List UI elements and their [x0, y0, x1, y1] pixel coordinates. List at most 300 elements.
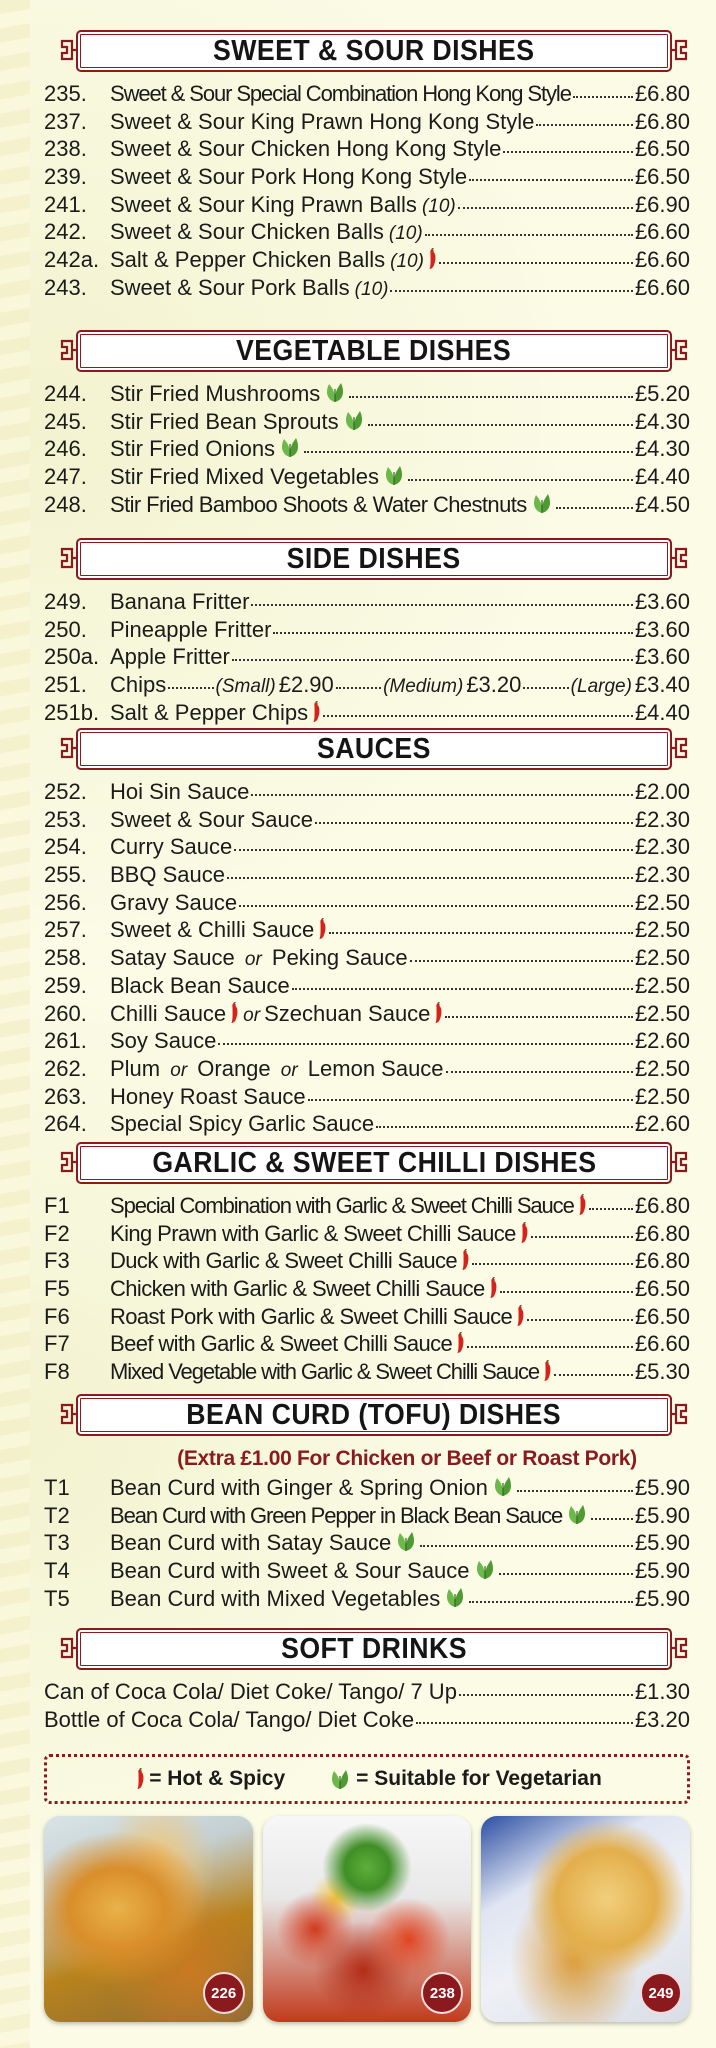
- item-name: [110, 80, 571, 108]
- item-list: [44, 1192, 690, 1386]
- item-name-part: Plum: [110, 1055, 167, 1081]
- chili-icon: [519, 1222, 529, 1244]
- item-name-text: Can of Coca Cola/ Diet Coke/ Tango/ 7 Up: [44, 1679, 457, 1704]
- item-name-text: Sweet & Sour Chicken Balls: [110, 219, 384, 245]
- section-header: [58, 1392, 690, 1438]
- menu-item: [44, 1220, 690, 1248]
- item-price: £4.40: [634, 699, 690, 725]
- item-name: [110, 916, 327, 944]
- item-number: 262.: [44, 1055, 87, 1081]
- item-price: £3.60: [634, 644, 690, 670]
- size-price: [216, 671, 334, 701]
- item-name-text: Stir Fried Mushrooms: [110, 381, 321, 406]
- leaf-icon: [342, 408, 366, 432]
- item-price: £6.60: [634, 219, 690, 245]
- item-name-text: Stir Fried Bean Sprouts: [110, 408, 339, 434]
- item-name: [110, 463, 406, 491]
- menu-item: [44, 889, 690, 917]
- item-name-text: Salt & Pepper Chicken Balls: [110, 247, 386, 273]
- item-name-text: BBQ Sauce: [110, 862, 225, 888]
- item-name: [110, 1055, 444, 1085]
- item-price: £6.50: [634, 1276, 690, 1302]
- menu-item: [44, 1706, 690, 1734]
- item-name-text: Hoi Sin Sauce: [110, 779, 250, 804]
- item-name: [110, 778, 249, 806]
- ornament-knot-icon: [672, 1635, 690, 1661]
- item-name: [110, 833, 232, 861]
- item-name: [110, 1220, 529, 1248]
- chili-icon: [460, 1249, 470, 1271]
- menu-section: [44, 1626, 690, 1733]
- menu-item: [44, 1585, 690, 1613]
- leader-dots: [503, 151, 633, 153]
- item-number: 247.: [44, 464, 87, 490]
- item-name-text: Gravy Sauce: [110, 889, 238, 915]
- item-number: 258.: [44, 945, 87, 971]
- leaf-icon: [565, 1502, 589, 1526]
- item-list: [44, 588, 690, 726]
- item-name-text: Special Combination with Garlic & Sweet Chilli Sauce: [110, 1193, 574, 1218]
- item-name: [110, 274, 388, 304]
- legend-hot: [132, 1767, 285, 1791]
- leader-dots: [445, 1016, 633, 1018]
- leader-dots: [234, 849, 633, 851]
- menu-item: [44, 699, 690, 727]
- menu-item: [44, 1055, 690, 1083]
- menu-item: [44, 972, 690, 1000]
- item-name-text: Bean Curd with Ginger & Spring Onion: [110, 1475, 488, 1500]
- leader-dots: [232, 659, 633, 661]
- menu-item: [44, 246, 690, 274]
- leader-dots: [390, 290, 632, 292]
- item-name: [110, 163, 467, 191]
- item-name: [110, 806, 313, 834]
- item-price: £6.60: [634, 274, 690, 300]
- leader-dots: [469, 179, 633, 181]
- item-name: [110, 1474, 515, 1502]
- item-name-text: Stir Fried Mixed Vegetables: [110, 464, 380, 490]
- menu-item: [44, 806, 690, 834]
- item-name-text: Soy Sauce: [110, 1028, 217, 1054]
- item-number: F2: [44, 1220, 70, 1246]
- chili-icon: [433, 1002, 443, 1024]
- item-list: [44, 80, 690, 302]
- menu-item: [44, 274, 690, 302]
- leader-dots: [472, 1263, 633, 1265]
- item-price: £2.00: [634, 779, 690, 804]
- ornament-knot-icon: [58, 1149, 76, 1175]
- leader-dots: [556, 507, 633, 509]
- item-name-text: Bean Curd with Green Pepper in Black Bean Sauce: [110, 1502, 563, 1528]
- item-price: £2.50: [634, 917, 690, 943]
- item-name-text: Stir Fried Onions: [110, 436, 276, 462]
- item-name-text: Sweet & Sour Pork Balls: [110, 274, 350, 300]
- section-title: VEGETABLE DISHES: [236, 334, 512, 367]
- item-price: £1.30: [634, 1679, 690, 1704]
- item-name: [110, 1502, 589, 1530]
- menu-section: [44, 536, 690, 726]
- menu-section: [44, 328, 690, 518]
- item-price: £5.20: [634, 381, 690, 406]
- item-number: F3: [44, 1248, 70, 1274]
- leader-dots: [589, 1208, 633, 1210]
- item-name: [110, 191, 456, 221]
- item-number: 238.: [44, 136, 87, 162]
- leader-dots: [458, 207, 633, 209]
- item-name-text: Sweet & Sour King Prawn Hong Kong Style: [110, 108, 535, 134]
- leader-dots: [239, 905, 633, 907]
- item-number: 239.: [44, 164, 87, 190]
- chili-icon: [455, 1332, 465, 1354]
- section-title: SWEET & SOUR DISHES: [213, 34, 535, 67]
- photo-dish-number-badge: 249: [640, 1972, 682, 2014]
- item-name-text: Sweet & Chilli Sauce: [110, 917, 315, 943]
- item-name: [110, 944, 408, 974]
- legend-hot-label: = Hot & Spicy: [149, 1767, 286, 1790]
- item-name-text: Sweet & Sour Pork Hong Kong Style: [110, 164, 468, 190]
- ornament-knot-icon: [672, 1149, 690, 1175]
- chili-icon: [542, 1360, 552, 1382]
- item-number: 264.: [44, 1111, 87, 1137]
- item-number: 235.: [44, 81, 87, 106]
- leaf-icon: [323, 380, 347, 404]
- menu-section: [44, 1140, 690, 1386]
- item-price: £6.60: [634, 1331, 690, 1357]
- item-price: £5.90: [634, 1530, 690, 1556]
- item-number: 250.: [44, 616, 87, 642]
- leader-dots: [527, 1319, 633, 1321]
- item-price: £4.30: [634, 436, 690, 462]
- item-price: £2.60: [634, 1028, 690, 1054]
- item-number: 250a.: [44, 644, 100, 670]
- leader-dots: [410, 960, 633, 962]
- item-name-text: Sweet & Sour Sauce: [110, 806, 314, 832]
- menu-item: [44, 1083, 690, 1111]
- leader-dots: [376, 1126, 633, 1128]
- leader-dots: [336, 687, 381, 689]
- menu-item: [44, 218, 690, 246]
- item-price: £2.50: [634, 1083, 690, 1109]
- section-header: [58, 536, 690, 582]
- food-photo-2: [263, 1816, 472, 2022]
- item-price: £3.20: [634, 1706, 690, 1732]
- item-number: 256.: [44, 889, 87, 915]
- item-name-text: Bean Curd with Mixed Vegetables: [110, 1585, 441, 1611]
- leader-dots: [329, 932, 633, 934]
- leader-dots: [499, 1573, 633, 1575]
- item-name: [110, 380, 347, 408]
- section-title: SOFT DRINKS: [281, 1632, 467, 1665]
- chili-icon: [311, 701, 321, 723]
- photo-dish-number-badge: 226: [203, 1972, 245, 2014]
- ornament-knot-icon: [672, 735, 690, 761]
- item-name-text: Mixed Vegetable with Garlic & Sweet Chilli Sauce: [110, 1359, 539, 1385]
- section-header: [58, 726, 690, 772]
- item-number: 245.: [44, 408, 87, 434]
- item-number: 252.: [44, 779, 87, 804]
- leader-dots: [323, 715, 633, 717]
- item-price: £6.80: [634, 1220, 690, 1246]
- item-name-or: or: [243, 1004, 261, 1026]
- ornament-knot-icon: [58, 545, 76, 571]
- section-header-box: [76, 538, 672, 580]
- ornament-knot-icon: [672, 1401, 690, 1427]
- item-name: [110, 671, 166, 699]
- section-title: SIDE DISHES: [286, 542, 462, 575]
- item-name: [110, 1247, 470, 1275]
- leader-dots: [425, 234, 633, 236]
- section-title: SAUCES: [317, 732, 431, 765]
- item-price: £5.90: [634, 1585, 690, 1611]
- item-name: [110, 218, 423, 248]
- menu-item: [44, 588, 690, 616]
- section-note: (Extra £1.00 For Chicken or Beef or Roast Pork): [177, 1447, 637, 1470]
- item-name: [110, 135, 501, 163]
- ornament-knot-icon: [672, 37, 690, 63]
- item-name-text: Banana Fritter: [110, 589, 250, 614]
- item-price: £2.50: [634, 972, 690, 998]
- menu-item: [44, 191, 690, 219]
- item-number: T4: [44, 1558, 70, 1584]
- menu-item: [44, 1529, 690, 1557]
- item-name-text: Sweet & Sour King Prawn Balls: [110, 191, 417, 217]
- item-price: £6.80: [634, 108, 690, 134]
- leaf-icon: [491, 1474, 515, 1498]
- legend-veg-label: = Suitable for Vegetarian: [356, 1767, 602, 1790]
- item-name: [110, 108, 534, 136]
- leaf-icon: [394, 1529, 418, 1553]
- item-number: F1: [44, 1193, 70, 1218]
- menu-item: [44, 1303, 690, 1331]
- item-name: [44, 1706, 414, 1734]
- leader-dots: [308, 1099, 633, 1101]
- item-name-part: Peking Sauce: [265, 945, 408, 971]
- item-number: 249.: [44, 589, 87, 614]
- item-name: [110, 1192, 587, 1220]
- item-name-part: Chilli Sauce: [110, 1000, 227, 1026]
- decorative-side-strip: [0, 0, 30, 2048]
- menu-item: [44, 1192, 690, 1220]
- size-label: (Large): [570, 676, 632, 698]
- menu-item: [44, 861, 690, 889]
- item-name-text: Honey Roast Sauce: [110, 1083, 306, 1109]
- leaf-icon: [530, 491, 554, 515]
- item-number: 251.: [44, 672, 87, 698]
- item-name-text: Salt & Pepper Chips: [110, 699, 309, 725]
- section-header-box: [76, 728, 672, 770]
- item-number: 261.: [44, 1028, 87, 1054]
- item-name-text: Sweet & Sour Chicken Hong Kong Style: [110, 136, 502, 162]
- item-name: [110, 1000, 443, 1030]
- item-name: [110, 1529, 418, 1557]
- item-name-text: Bean Curd with Sweet & Sour Sauce: [110, 1558, 470, 1584]
- menu-item: [44, 435, 690, 463]
- item-price: £3.60: [634, 589, 690, 614]
- menu-item: [44, 616, 690, 644]
- item-price: £6.50: [634, 136, 690, 162]
- item-name: [110, 1557, 497, 1585]
- ornament-knot-icon: [58, 1401, 76, 1427]
- leader-dots: [315, 822, 633, 824]
- leader-dots: [292, 988, 633, 990]
- leader-dots: [459, 1694, 633, 1696]
- section-title: BEAN CURD (TOFU) DISHES: [186, 1398, 562, 1431]
- menu-item: [44, 1474, 690, 1502]
- item-name-text: Curry Sauce: [110, 834, 233, 860]
- item-number: 251b.: [44, 699, 100, 725]
- menu-item: [44, 1502, 690, 1530]
- item-number: T5: [44, 1585, 70, 1611]
- item-name-text: King Prawn with Garlic & Sweet Chilli Sauce: [110, 1220, 516, 1246]
- leader-dots: [591, 1518, 633, 1520]
- ornament-knot-icon: [58, 1635, 76, 1661]
- leaf-icon: [328, 1767, 352, 1791]
- leader-dots: [420, 1545, 633, 1547]
- leader-dots: [500, 1291, 633, 1293]
- item-list: [44, 778, 690, 1138]
- item-price: £3.40: [634, 672, 690, 698]
- leader-dots: [304, 451, 633, 453]
- item-price: £6.80: [634, 1248, 690, 1274]
- food-photo-1: [44, 1816, 253, 2022]
- item-list: [44, 1444, 690, 1612]
- item-number: 255.: [44, 862, 87, 888]
- item-name-text: Roast Pork with Garlic & Sweet Chilli Sauce: [110, 1303, 513, 1329]
- section-header-box: [76, 330, 672, 372]
- item-price: £6.50: [634, 164, 690, 190]
- leader-dots: [227, 877, 633, 879]
- item-name: [110, 246, 437, 276]
- item-number: 243.: [44, 274, 87, 300]
- leader-dots: [536, 124, 633, 126]
- leader-dots: [368, 424, 633, 426]
- item-price: £5.90: [634, 1502, 690, 1528]
- item-number: T2: [44, 1502, 70, 1528]
- item-number: F5: [44, 1276, 70, 1302]
- chili-icon: [229, 1002, 239, 1024]
- item-price: £6.80: [634, 81, 690, 106]
- item-name-text: Pineapple Fritter: [110, 616, 272, 642]
- menu-section: [44, 1392, 690, 1612]
- leader-dots: [273, 632, 633, 634]
- menu-item: [44, 1110, 690, 1138]
- item-name-text: Bean Curd with Satay Sauce: [110, 1530, 392, 1556]
- item-price: £6.90: [634, 191, 690, 217]
- item-price: £3.60: [634, 616, 690, 642]
- item-name: [110, 588, 249, 616]
- item-number: 242a.: [44, 247, 100, 273]
- item-name: [110, 1358, 552, 1386]
- item-number: 246.: [44, 436, 87, 462]
- item-number: 260.: [44, 1000, 87, 1026]
- item-name-part: Lemon Sauce: [301, 1055, 444, 1081]
- item-number: 263.: [44, 1083, 87, 1109]
- section-header: [58, 28, 690, 74]
- item-price: £4.50: [634, 491, 690, 517]
- menu-item: [44, 163, 690, 191]
- item-name-part: Orange: [191, 1055, 277, 1081]
- item-name-or: or: [170, 1059, 188, 1081]
- item-name: [110, 491, 554, 519]
- item-price: £6.50: [634, 1303, 690, 1329]
- item-number: 253.: [44, 806, 87, 832]
- item-price: £2.30: [634, 834, 690, 860]
- item-name: [110, 1303, 525, 1331]
- leader-dots: [523, 687, 568, 689]
- leader-dots: [467, 1346, 633, 1348]
- item-number: 259.: [44, 972, 87, 998]
- item-name: [110, 435, 302, 463]
- leader-dots: [168, 687, 213, 689]
- item-name-text: Chicken with Garlic & Sweet Chilli Sauce: [110, 1276, 485, 1302]
- section-header: [58, 1140, 690, 1186]
- item-quantity: (10): [421, 195, 456, 217]
- leader-dots: [251, 794, 633, 796]
- item-price: £4.40: [634, 464, 690, 490]
- food-photos: [44, 1816, 690, 2022]
- leader-dots: [408, 479, 633, 481]
- item-price: £2.50: [634, 945, 690, 971]
- food-photo-3: [481, 1816, 690, 2022]
- menu-item: [44, 408, 690, 436]
- item-name: [110, 1110, 374, 1138]
- item-number: T3: [44, 1530, 70, 1556]
- item-number: 254.: [44, 834, 87, 860]
- item-name: [110, 699, 321, 727]
- item-name: [110, 1083, 306, 1111]
- leaf-icon: [278, 435, 302, 459]
- item-number: F6: [44, 1303, 70, 1329]
- item-name: [110, 1275, 498, 1303]
- leader-dots: [573, 96, 633, 98]
- menu-item: [44, 778, 690, 806]
- item-price: £2.60: [634, 1111, 690, 1137]
- item-name-or: or: [244, 949, 262, 971]
- item-name-text: Stir Fried Bamboo Shoots & Water Chestnuts: [110, 491, 527, 517]
- item-price: £2.30: [634, 806, 690, 832]
- menu-item: [44, 944, 690, 972]
- photo-dish-number-badge: 238: [421, 1972, 463, 2014]
- item-quantity: (10): [390, 251, 424, 273]
- chili-icon: [488, 1277, 498, 1299]
- item-name-text: Duck with Garlic & Sweet Chilli Sauce: [110, 1248, 458, 1274]
- item-name-text: Special Spicy Garlic Sauce: [110, 1111, 375, 1137]
- leader-dots: [218, 1043, 633, 1045]
- item-price: £2.50: [634, 1000, 690, 1026]
- item-price: £2.50: [634, 1055, 690, 1081]
- item-name-text: Black Bean Sauce: [110, 972, 290, 998]
- item-name: [110, 408, 366, 436]
- chili-icon: [577, 1194, 587, 1216]
- item-list: [44, 1678, 690, 1733]
- item-price: £6.60: [634, 247, 690, 273]
- item-price: £5.90: [634, 1475, 690, 1500]
- leader-dots: [251, 604, 633, 606]
- menu-section: [44, 28, 690, 302]
- item-name-text: Bottle of Coca Cola/ Tango/ Diet Coke: [44, 1706, 415, 1732]
- menu-section: [44, 726, 690, 1138]
- ornament-knot-icon: [58, 37, 76, 63]
- menu-item: [44, 463, 690, 491]
- menu-item: [44, 1247, 690, 1275]
- menu-item: [44, 108, 690, 136]
- size-price: [571, 671, 690, 701]
- section-header-box: [76, 1628, 672, 1670]
- menu-item: [44, 1557, 690, 1585]
- item-name-or: or: [280, 1059, 298, 1081]
- menu-item: [44, 135, 690, 163]
- item-quantity: (10): [388, 223, 423, 245]
